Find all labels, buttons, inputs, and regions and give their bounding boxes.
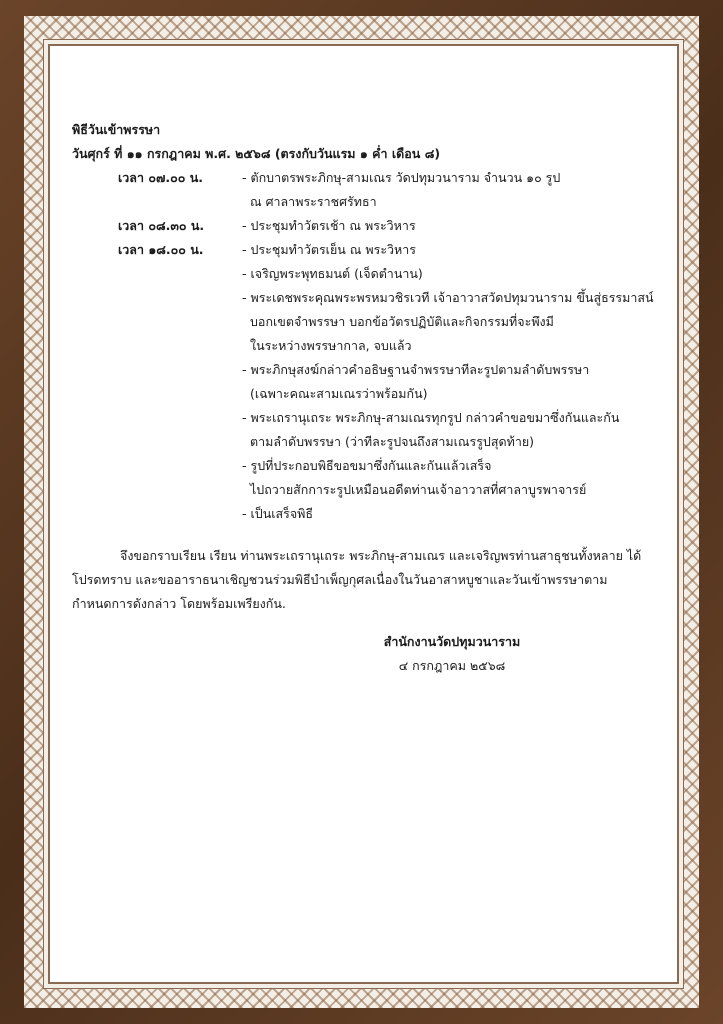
schedule-item: - เป็นเสร็จพิธี [242, 506, 314, 521]
schedule-item: - ตักบาตรพระภิกษุ-สามเณร วัดปทุมวนาราม จำนวน ๑๐ รูป [242, 170, 561, 185]
schedule-item: - พระภิกษุสงฆ์กล่าวคำอธิษฐานจำพรรษาทีละรูปตามลำดับพรรษา [242, 362, 590, 377]
schedule-item: - รูปที่ประกอบพิธีขอขมาซึ่งกันและกันแล้วเสร็จ [242, 458, 492, 473]
schedule-item: - ประชุมทำวัตรเย็น ณ พระวิหาร [242, 242, 417, 257]
document-subtitle: วันศุกร์ ที่ ๑๑ กรกฎาคม พ.ศ. ๒๕๖๘ (ตรงกับวันแรม ๑ ค่ำ เดือน ๘) [72, 146, 441, 161]
schedule-item-cont: (เฉพาะคณะสามเณรว่าพร้อมกัน) [250, 386, 428, 401]
schedule-item: - เจริญพระพุทธมนต์ (เจ็ดตำนาน) [242, 266, 423, 281]
closing-paragraph: จึงขอกราบเรียน เรียน ท่านพระเถรานุเถระ พระภิกษุ-สามเณร และเจริญพรท่านสาธุชนทั้งหลาย ได้โปรดทราบ และขออาราธนาเชิญชวนร่วมพิธีบำเพ็ญกุศลเนื่องในวันอาสาหบูชาและวันเข้าพรรษาตาม กำหนดการดังกล่าว โดยพร้อมเพรียงกัน. [72, 548, 642, 611]
signature-name: สำนักงานวัดปทุมวนาราม [383, 634, 521, 649]
schedule-time: เวลา ๐๗.๐๐ น. [118, 170, 204, 185]
schedule-time: เวลา ๐๘.๓๐ น. [118, 218, 205, 233]
schedule-item: - พระเดชพระคุณพระพรหมวชิรเวที เจ้าอาวาสวัดปทุมวนาราม ขึ้นสู่ธรรมาสน์ [242, 290, 654, 305]
schedule-item: - พระเถรานุเถระ พระภิกษุ-สามเณรทุกรูป กล่าวคำขอขมาซึ่งกันและกัน [242, 410, 620, 425]
document-title: พิธีวันเข้าพรรษา [72, 122, 161, 137]
signature-block [72, 630, 662, 678]
schedule-item: - ประชุมทำวัตรเช้า ณ พระวิหาร [242, 218, 416, 233]
schedule-item-cont: ไปถวายสักการะรูปเหมือนอดีตท่านเจ้าอาวาสที่ศาลาบูรพาจารย์ [250, 482, 587, 497]
signature-date: ๔ กรกฎาคม ๒๕๖๘ [398, 658, 506, 673]
document-content [72, 118, 662, 678]
schedule-item-cont: ในระหว่างพรรษากาล, จบแล้ว [250, 338, 412, 353]
schedule-time: เวลา ๑๘.๐๐ น. [118, 242, 204, 257]
schedule-block [72, 166, 662, 526]
schedule-row [72, 166, 662, 190]
schedule-row [72, 214, 662, 238]
schedule-item-cont: ตามลำดับพรรษา (ว่าทีละรูปจนถึงสามเณรรูปสุดท้าย) [250, 434, 535, 449]
schedule-item-cont: ณ ศาลาพระราชศรัทธา [250, 194, 377, 209]
schedule-item-cont: บอกเขตจำพรรษา บอกข้อวัตรปฏิบัติและกิจกรรมที่จะพึงมี [250, 314, 554, 329]
schedule-row [72, 238, 662, 262]
